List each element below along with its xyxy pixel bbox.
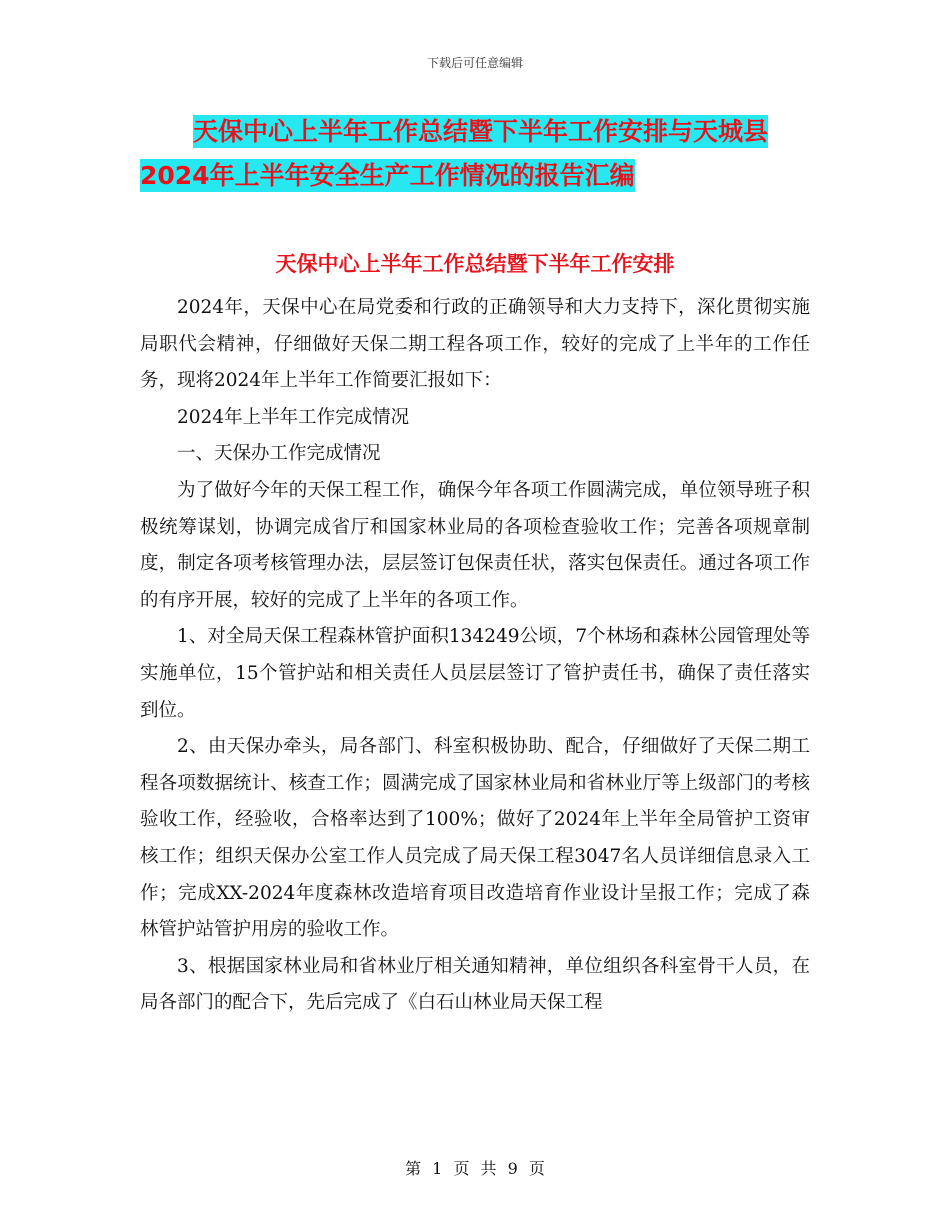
document-title-line-1	[140, 110, 840, 154]
section-title: 天保中心上半年工作总结暨下半年工作安排	[275, 252, 675, 276]
title-highlight-1: 天保中心上半年工作总结暨下半年工作安排与天城县	[193, 117, 769, 146]
page-number-footer: 第 1 页 共 9 页	[405, 1159, 545, 1178]
paragraph-heading-office: 一、天保办工作完成情况	[177, 443, 381, 465]
paragraph-item-3: 3、根据国家林业局和省林业厅相关通知精神，单位组织各科室骨干人员，在局各部门的配合下，先后完成了《白石山林业局天保工程	[140, 955, 810, 1014]
paragraph-item-1: 1、对全局天保工程森林管护面积134249公顷，7个林场和森林公园管理处等实施单位，15个管护站和相关责任人员层层签订了管护责任书，确保了责任落实到位。	[140, 626, 810, 721]
paragraph-intro: 2024年，天保中心在局党委和行政的正确领导和大力支持下，深化贯彻实施局职代会精神，仔细做好天保二期工程各项工作，较好的完成了上半年的工作任务，现将2024年上半年工作简要汇报如下：	[140, 297, 810, 392]
title-highlight-2: 2024年上半年安全生产工作情况的报告汇编	[140, 161, 635, 190]
paragraph-item-2: 2、由天保办牵头，局各部门、科室积极协助、配合，仔细做好了天保二期工程各项数据统计、核查工作；圆满完成了国家林业局和省林业厅等上级部门的考核验收工作，经验收，合格率达到了100%；做好了2024年上半年全局管护工资审核工作；组织天保办公室工作人员完成了局天保工程3047名人员详细信息录入工作；完成XX-2024年度森林改造培育项目改造培育作业设计呈报工作；完成了森林管护站管护用房的验收工作。	[140, 736, 810, 941]
paragraph-office-summary: 为了做好今年的天保工程工作，确保今年各项工作圆满完成，单位领导班子积极统筹谋划，协调完成省厅和国家林业局的各项检查验收工作；完善各项规章制度，制定各项考核管理办法，层层签订包保责任状，落实包保责任。通过各项工作的有序开展，较好的完成了上半年的各项工作。	[140, 479, 810, 611]
paragraph-heading-progress: 2024年上半年工作完成情况	[177, 406, 410, 428]
document-title-line-2	[140, 154, 840, 198]
page-header-note: 下载后可任意编辑	[426, 56, 523, 70]
document-title	[140, 110, 840, 198]
body-text	[140, 290, 810, 1022]
